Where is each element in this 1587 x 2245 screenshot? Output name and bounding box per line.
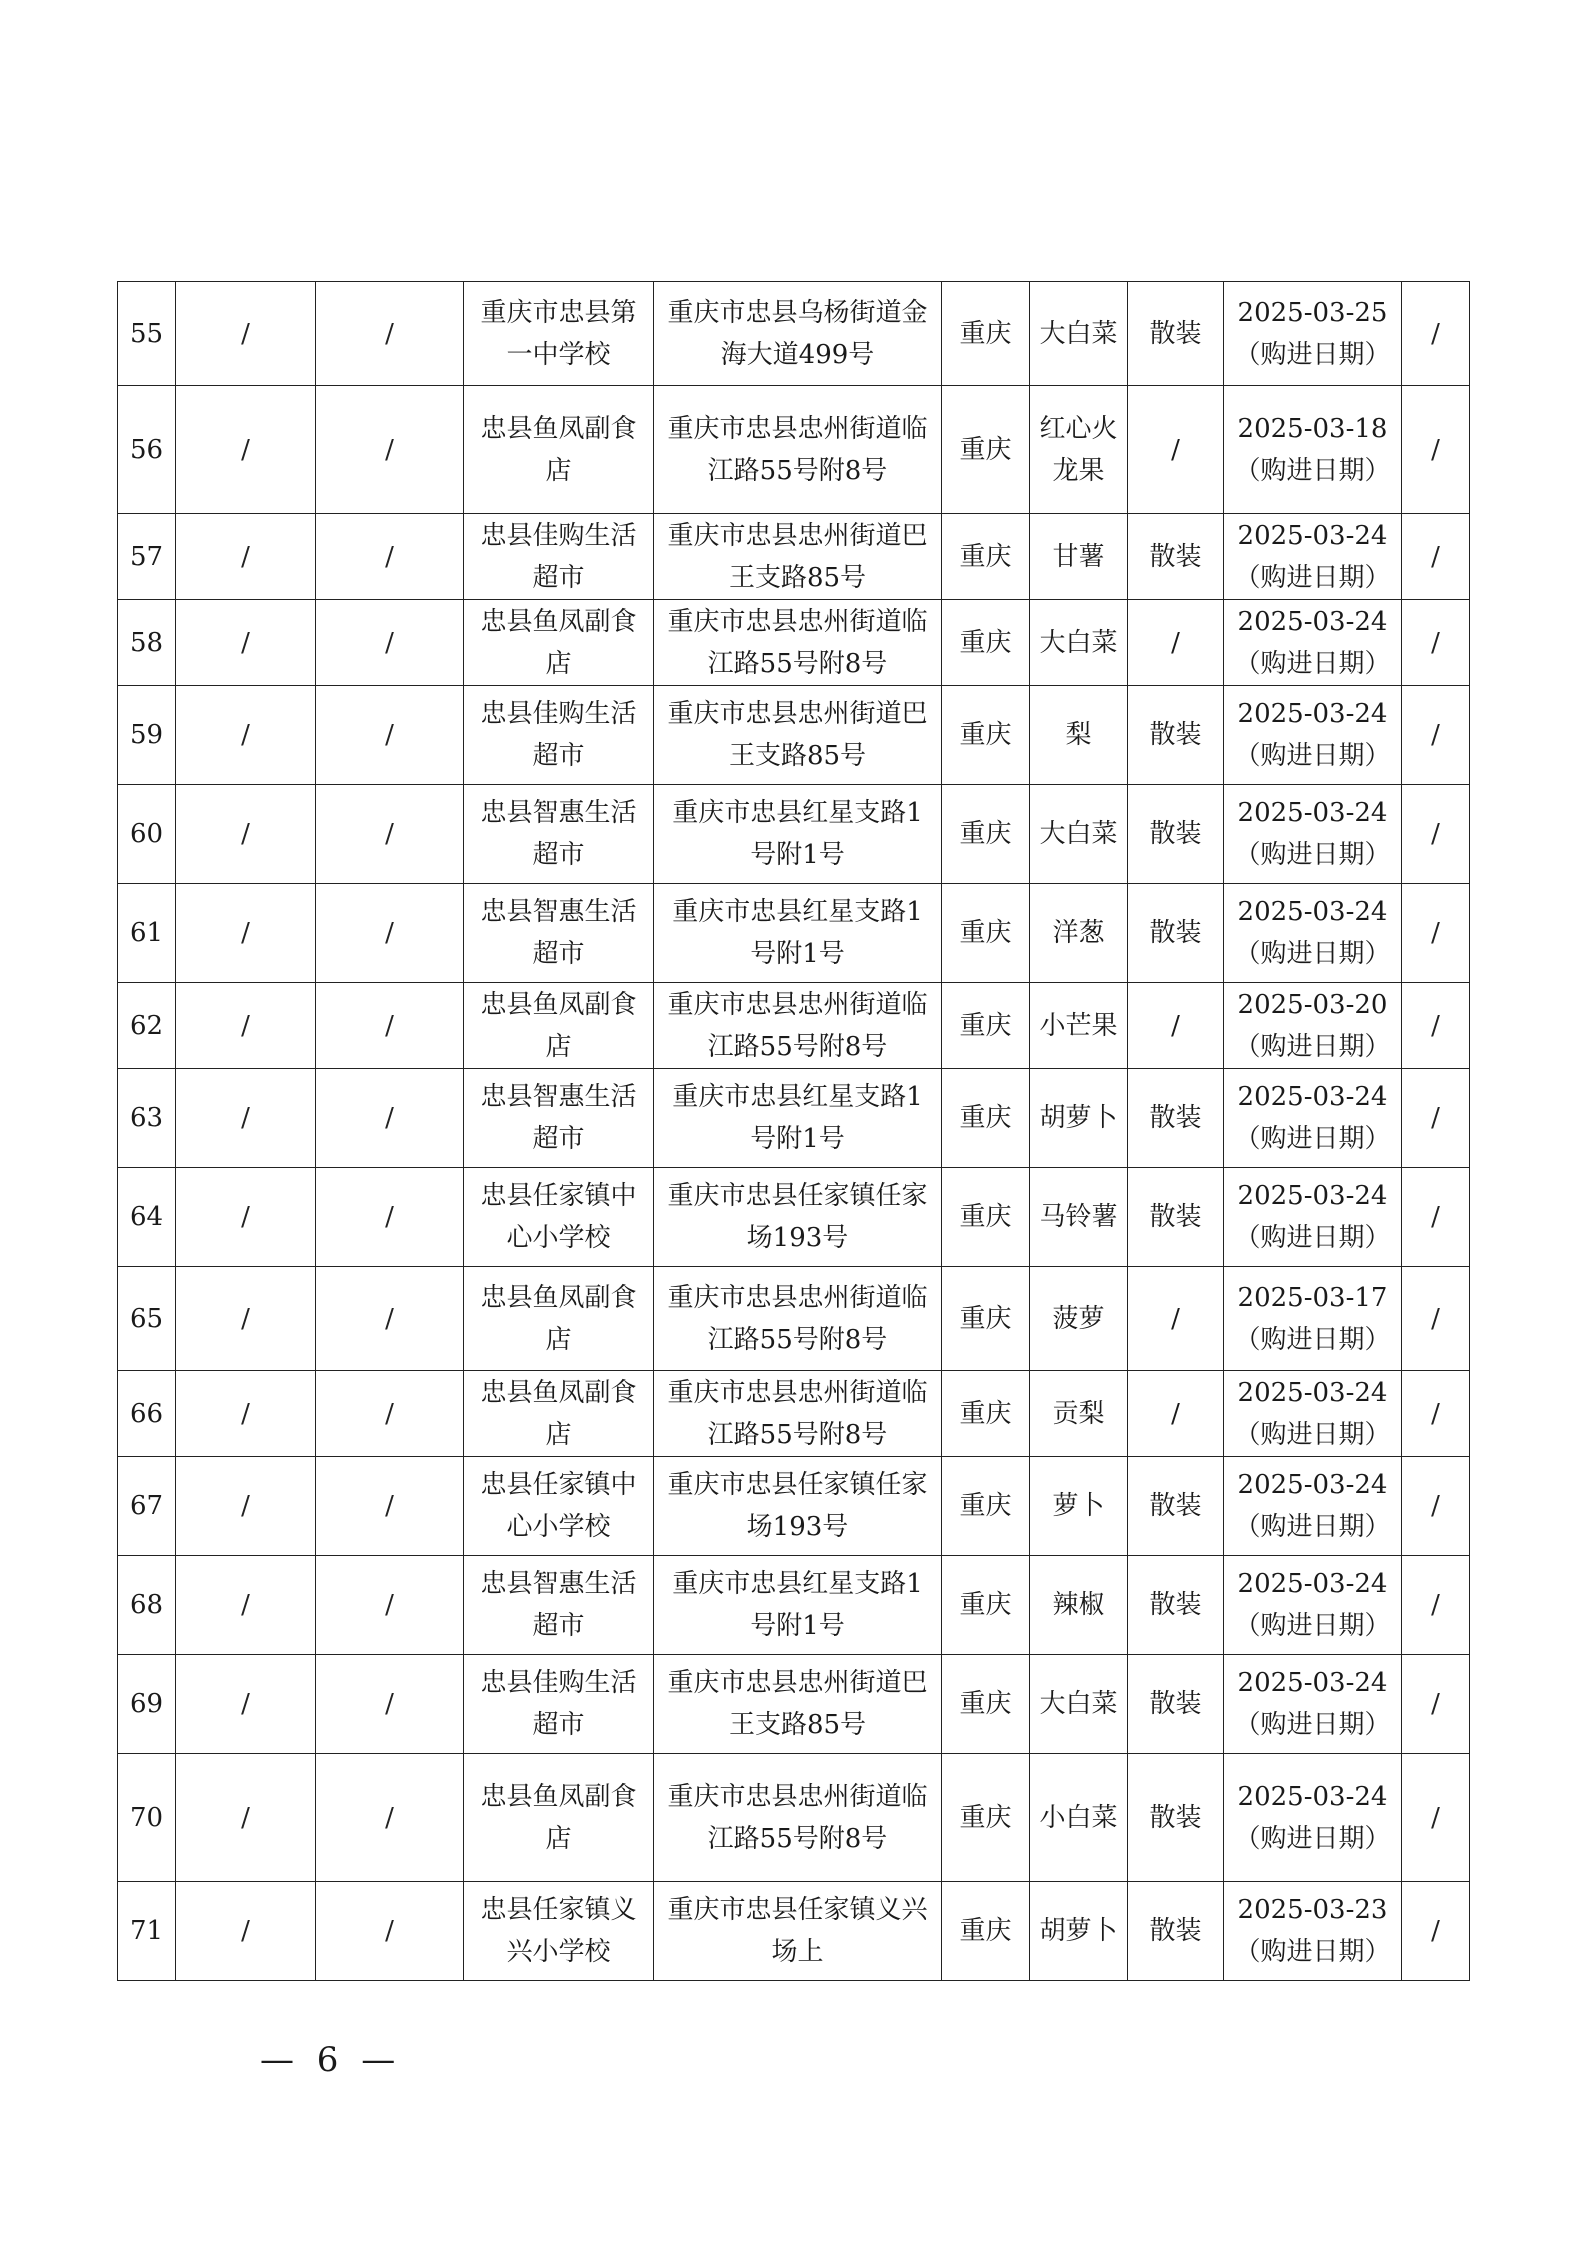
date-value: 2025-03-24 — [1237, 1668, 1388, 1698]
cell-address: 重庆市忠县忠州街道巴王支路85号 — [654, 1655, 942, 1754]
cell-slash: / — [1402, 1069, 1470, 1168]
cell-product: 胡萝卜 — [1030, 1069, 1128, 1168]
cell-unit-name: 忠县智惠生活超市 — [464, 1069, 654, 1168]
cell-product: 大白菜 — [1030, 600, 1128, 686]
cell-date — [1224, 282, 1402, 386]
cell-slash: / — [1402, 983, 1470, 1069]
date-value: 2025-03-24 — [1237, 1082, 1388, 1112]
cell-slash: / — [176, 1371, 316, 1457]
date-note: （购进日期） — [1234, 455, 1391, 486]
cell-number: 69 — [118, 1655, 176, 1754]
cell-product: 贡梨 — [1030, 1371, 1128, 1457]
cell-spec: 散装 — [1128, 1069, 1224, 1168]
cell-date — [1224, 1069, 1402, 1168]
cell-product: 辣椒 — [1030, 1556, 1128, 1655]
cell-unit-name: 忠县智惠生活超市 — [464, 884, 654, 983]
cell-address: 重庆市忠县红星支路1号附1号 — [654, 1069, 942, 1168]
cell-slash: / — [316, 1069, 464, 1168]
cell-slash: / — [316, 386, 464, 514]
cell-number: 61 — [118, 884, 176, 983]
cell-origin: 重庆 — [942, 1754, 1030, 1882]
cell-slash: / — [176, 600, 316, 686]
date-note: （购进日期） — [1234, 1419, 1391, 1450]
table-row — [118, 686, 1470, 785]
cell-date — [1224, 1168, 1402, 1267]
date-note: （购进日期） — [1234, 1324, 1391, 1355]
cell-slash: / — [316, 1371, 464, 1457]
cell-slash: / — [176, 1168, 316, 1267]
cell-slash: / — [176, 884, 316, 983]
cell-origin: 重庆 — [942, 1069, 1030, 1168]
cell-origin: 重庆 — [942, 1655, 1030, 1754]
cell-unit-name: 忠县任家镇义兴小学校 — [464, 1882, 654, 1981]
cell-slash: / — [1402, 686, 1470, 785]
table-row — [118, 884, 1470, 983]
table-row — [118, 1267, 1470, 1371]
date-note: （购进日期） — [1234, 939, 1391, 969]
cell-number: 64 — [118, 1168, 176, 1267]
table-row — [118, 1882, 1470, 1981]
cell-origin: 重庆 — [942, 514, 1030, 600]
cell-slash: / — [316, 1655, 464, 1754]
cell-slash: / — [1402, 386, 1470, 514]
cell-slash: / — [176, 686, 316, 785]
cell-slash: / — [316, 514, 464, 600]
date-note: （购进日期） — [1234, 1823, 1391, 1854]
cell-product: 菠萝 — [1030, 1267, 1128, 1371]
cell-slash: / — [1402, 1168, 1470, 1267]
date-value: 2025-03-24 — [1237, 897, 1388, 927]
cell-slash: / — [1402, 1754, 1470, 1882]
cell-slash: / — [1402, 785, 1470, 884]
cell-slash: / — [1402, 600, 1470, 686]
cell-date — [1224, 1457, 1402, 1556]
cell-address: 重庆市忠县忠州街道临江路55号附8号 — [654, 1267, 942, 1371]
inspection-table — [117, 281, 1470, 1981]
date-note: （购进日期） — [1234, 840, 1391, 870]
cell-unit-name: 忠县任家镇中心小学校 — [464, 1168, 654, 1267]
cell-spec: 散装 — [1128, 1655, 1224, 1754]
cell-slash: / — [1402, 1457, 1470, 1556]
cell-product: 萝卜 — [1030, 1457, 1128, 1556]
cell-unit-name: 忠县智惠生活超市 — [464, 1556, 654, 1655]
cell-number: 55 — [118, 282, 176, 386]
cell-slash: / — [316, 1168, 464, 1267]
cell-date — [1224, 514, 1402, 600]
cell-number: 62 — [118, 983, 176, 1069]
cell-origin: 重庆 — [942, 1556, 1030, 1655]
table-row — [118, 1655, 1470, 1754]
date-value: 2025-03-17 — [1237, 1282, 1388, 1313]
table-row — [118, 1556, 1470, 1655]
cell-date — [1224, 983, 1402, 1069]
date-note: （购进日期） — [1234, 741, 1391, 771]
cell-origin: 重庆 — [942, 686, 1030, 785]
cell-slash: / — [176, 1556, 316, 1655]
cell-date — [1224, 1754, 1402, 1882]
cell-slash: / — [316, 1556, 464, 1655]
table-row — [118, 983, 1470, 1069]
cell-slash: / — [176, 386, 316, 514]
cell-slash: / — [176, 282, 316, 386]
date-value: 2025-03-25 — [1237, 297, 1388, 328]
cell-slash: / — [316, 983, 464, 1069]
cell-product: 小白菜 — [1030, 1754, 1128, 1882]
cell-number: 70 — [118, 1754, 176, 1882]
table-row — [118, 600, 1470, 686]
cell-spec: 散装 — [1128, 1168, 1224, 1267]
cell-unit-name: 忠县鱼凤副食店 — [464, 1754, 654, 1882]
cell-origin: 重庆 — [942, 282, 1030, 386]
cell-date — [1224, 1371, 1402, 1457]
cell-slash: / — [176, 1069, 316, 1168]
cell-slash: / — [316, 1882, 464, 1981]
cell-date — [1224, 785, 1402, 884]
cell-unit-name: 忠县鱼凤副食店 — [464, 983, 654, 1069]
cell-slash: / — [176, 1882, 316, 1981]
cell-spec: / — [1128, 983, 1224, 1069]
date-note: （购进日期） — [1234, 1223, 1391, 1253]
date-note: （购进日期） — [1234, 339, 1391, 370]
cell-slash: / — [1402, 514, 1470, 600]
cell-origin: 重庆 — [942, 1457, 1030, 1556]
table-row — [118, 1457, 1470, 1556]
cell-unit-name: 忠县智惠生活超市 — [464, 785, 654, 884]
date-value: 2025-03-18 — [1237, 413, 1388, 444]
cell-product: 甘薯 — [1030, 514, 1128, 600]
cell-slash: / — [316, 1267, 464, 1371]
cell-product: 梨 — [1030, 686, 1128, 785]
cell-number: 60 — [118, 785, 176, 884]
cell-address: 重庆市忠县忠州街道巴王支路85号 — [654, 514, 942, 600]
cell-address: 重庆市忠县任家镇义兴场上 — [654, 1882, 942, 1981]
table-row — [118, 785, 1470, 884]
cell-origin: 重庆 — [942, 1267, 1030, 1371]
cell-address: 重庆市忠县任家镇任家场193号 — [654, 1457, 942, 1556]
cell-unit-name: 忠县鱼凤副食店 — [464, 1371, 654, 1457]
cell-slash: / — [1402, 1655, 1470, 1754]
cell-slash: / — [316, 1754, 464, 1882]
cell-product: 马铃薯 — [1030, 1168, 1128, 1267]
cell-slash: / — [176, 1457, 316, 1556]
date-value: 2025-03-24 — [1237, 1181, 1388, 1211]
cell-number: 56 — [118, 386, 176, 514]
cell-origin: 重庆 — [942, 785, 1030, 884]
cell-spec: 散装 — [1128, 282, 1224, 386]
cell-spec: 散装 — [1128, 1754, 1224, 1882]
cell-address: 重庆市忠县任家镇任家场193号 — [654, 1168, 942, 1267]
cell-product: 洋葱 — [1030, 884, 1128, 983]
cell-origin: 重庆 — [942, 386, 1030, 514]
cell-number: 71 — [118, 1882, 176, 1981]
cell-date — [1224, 686, 1402, 785]
cell-spec: / — [1128, 600, 1224, 686]
table-row — [118, 386, 1470, 514]
date-value: 2025-03-24 — [1237, 1781, 1388, 1812]
cell-slash: / — [176, 1267, 316, 1371]
cell-origin: 重庆 — [942, 1371, 1030, 1457]
cell-address: 重庆市忠县忠州街道临江路55号附8号 — [654, 1754, 942, 1882]
cell-slash: / — [1402, 1267, 1470, 1371]
date-note: （购进日期） — [1234, 1512, 1391, 1542]
cell-origin: 重庆 — [942, 1882, 1030, 1981]
cell-date — [1224, 884, 1402, 983]
cell-address: 重庆市忠县忠州街道临江路55号附8号 — [654, 386, 942, 514]
cell-slash: / — [1402, 1882, 1470, 1981]
date-value: 2025-03-24 — [1237, 1470, 1388, 1500]
cell-product: 大白菜 — [1030, 785, 1128, 884]
cell-product: 小芒果 — [1030, 983, 1128, 1069]
cell-unit-name: 忠县鱼凤副食店 — [464, 386, 654, 514]
table-row — [118, 1069, 1470, 1168]
cell-unit-name: 重庆市忠县第一中学校 — [464, 282, 654, 386]
cell-slash: / — [176, 514, 316, 600]
cell-product: 大白菜 — [1030, 282, 1128, 386]
table-row — [118, 282, 1470, 386]
cell-address: 重庆市忠县红星支路1号附1号 — [654, 1556, 942, 1655]
cell-unit-name: 忠县鱼凤副食店 — [464, 600, 654, 686]
cell-date — [1224, 600, 1402, 686]
date-value: 2025-03-24 — [1237, 1569, 1388, 1599]
cell-spec: 散装 — [1128, 884, 1224, 983]
table-row — [118, 514, 1470, 600]
cell-slash: / — [1402, 1371, 1470, 1457]
cell-spec: / — [1128, 386, 1224, 514]
date-note: （购进日期） — [1234, 562, 1391, 593]
cell-origin: 重庆 — [942, 600, 1030, 686]
date-note: （购进日期） — [1234, 1124, 1391, 1154]
cell-spec: 散装 — [1128, 1556, 1224, 1655]
cell-origin: 重庆 — [942, 884, 1030, 983]
cell-date — [1224, 1267, 1402, 1371]
cell-slash: / — [316, 785, 464, 884]
cell-slash: / — [316, 282, 464, 386]
date-note: （购进日期） — [1234, 1611, 1391, 1641]
cell-address: 重庆市忠县忠州街道临江路55号附8号 — [654, 1371, 942, 1457]
cell-spec: / — [1128, 1267, 1224, 1371]
date-value: 2025-03-24 — [1237, 606, 1388, 637]
cell-address: 重庆市忠县忠州街道临江路55号附8号 — [654, 983, 942, 1069]
cell-slash: / — [1402, 884, 1470, 983]
cell-product: 大白菜 — [1030, 1655, 1128, 1754]
cell-slash: / — [316, 884, 464, 983]
table-row — [118, 1371, 1470, 1457]
cell-slash: / — [316, 1457, 464, 1556]
cell-slash: / — [176, 1754, 316, 1882]
cell-spec: 散装 — [1128, 785, 1224, 884]
cell-unit-name: 忠县佳购生活超市 — [464, 1655, 654, 1754]
cell-unit-name: 忠县鱼凤副食店 — [464, 1267, 654, 1371]
page-number: — 6 — — [260, 2040, 402, 2080]
cell-address: 重庆市忠县忠州街道巴王支路85号 — [654, 686, 942, 785]
table-row — [118, 1754, 1470, 1882]
cell-slash: / — [176, 1655, 316, 1754]
cell-slash: / — [176, 785, 316, 884]
cell-number: 65 — [118, 1267, 176, 1371]
date-value: 2025-03-20 — [1237, 989, 1388, 1020]
cell-date — [1224, 1655, 1402, 1754]
date-value: 2025-03-24 — [1237, 798, 1388, 828]
cell-unit-name: 忠县佳购生活超市 — [464, 686, 654, 785]
date-value: 2025-03-24 — [1237, 699, 1388, 729]
cell-spec: 散装 — [1128, 1457, 1224, 1556]
date-note: （购进日期） — [1234, 648, 1391, 679]
table-row — [118, 1168, 1470, 1267]
date-note: （购进日期） — [1234, 1710, 1391, 1740]
cell-slash: / — [316, 600, 464, 686]
cell-number: 63 — [118, 1069, 176, 1168]
cell-address: 重庆市忠县忠州街道临江路55号附8号 — [654, 600, 942, 686]
cell-address: 重庆市忠县乌杨街道金海大道499号 — [654, 282, 942, 386]
cell-number: 68 — [118, 1556, 176, 1655]
cell-unit-name: 忠县任家镇中心小学校 — [464, 1457, 654, 1556]
cell-date — [1224, 1556, 1402, 1655]
date-note: （购进日期） — [1234, 1937, 1391, 1967]
cell-date — [1224, 386, 1402, 514]
cell-spec: 散装 — [1128, 1882, 1224, 1981]
date-note: （购进日期） — [1234, 1031, 1391, 1062]
cell-origin: 重庆 — [942, 983, 1030, 1069]
cell-unit-name: 忠县佳购生活超市 — [464, 514, 654, 600]
cell-slash: / — [1402, 1556, 1470, 1655]
cell-spec: 散装 — [1128, 686, 1224, 785]
cell-slash: / — [316, 686, 464, 785]
cell-spec: 散装 — [1128, 514, 1224, 600]
date-value: 2025-03-24 — [1237, 520, 1388, 551]
cell-number: 67 — [118, 1457, 176, 1556]
cell-slash: / — [176, 983, 316, 1069]
date-value: 2025-03-24 — [1237, 1377, 1388, 1408]
cell-number: 58 — [118, 600, 176, 686]
cell-slash: / — [1402, 282, 1470, 386]
cell-number: 59 — [118, 686, 176, 785]
table-body — [118, 282, 1470, 1981]
cell-address: 重庆市忠县红星支路1号附1号 — [654, 884, 942, 983]
cell-product: 胡萝卜 — [1030, 1882, 1128, 1981]
cell-number: 66 — [118, 1371, 176, 1457]
cell-product: 红心火龙果 — [1030, 386, 1128, 514]
cell-spec: / — [1128, 1371, 1224, 1457]
cell-address: 重庆市忠县红星支路1号附1号 — [654, 785, 942, 884]
cell-date — [1224, 1882, 1402, 1981]
cell-number: 57 — [118, 514, 176, 600]
date-value: 2025-03-23 — [1237, 1895, 1388, 1925]
cell-origin: 重庆 — [942, 1168, 1030, 1267]
